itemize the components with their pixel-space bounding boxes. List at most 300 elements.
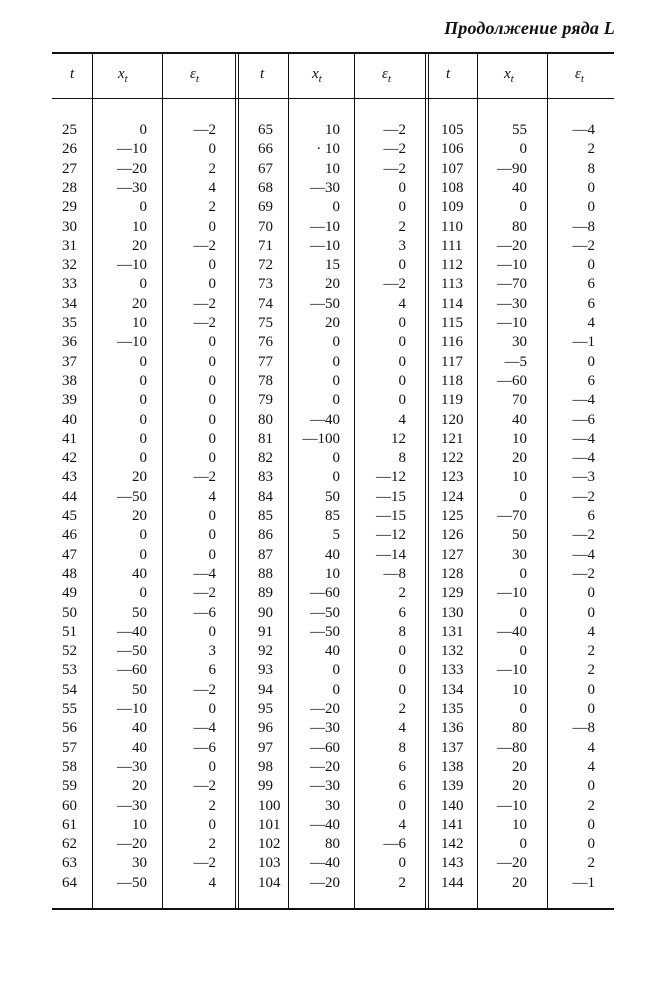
cell-t: 58: [62, 758, 77, 775]
cell-x: 50: [132, 604, 147, 621]
cell-x: —10: [497, 662, 527, 679]
header-t: t: [446, 66, 451, 82]
cell-epsilon: 0: [208, 430, 216, 447]
cell-x: —10: [497, 585, 527, 602]
cell-t: 32: [62, 257, 77, 274]
cell-x: 30: [132, 855, 147, 872]
cell-x: 0: [332, 392, 340, 409]
cell-t: 125: [441, 508, 464, 524]
cell-epsilon: 0: [208, 527, 216, 544]
cell-t: 61: [62, 816, 77, 833]
cell-x: —20: [497, 237, 527, 254]
cell-x: —40: [310, 816, 340, 833]
cell-epsilon: —1: [572, 874, 595, 891]
cell-x: 0: [519, 141, 527, 158]
cell-t: 95: [258, 701, 273, 717]
cell-t: 38: [62, 372, 77, 389]
cell-epsilon: 8: [398, 623, 406, 640]
cell-x: 10: [512, 469, 527, 486]
cell-epsilon: 0: [208, 218, 216, 235]
cell-x: —20: [497, 855, 527, 872]
header-rule: [52, 98, 614, 99]
cell-t: 140: [441, 797, 464, 814]
cell-epsilon: —2: [383, 141, 406, 158]
cell-t: 71: [258, 237, 273, 254]
cell-t: 88: [258, 565, 273, 582]
cell-t: 85: [258, 508, 273, 524]
cell-epsilon: 12: [391, 430, 406, 447]
cell-x: 0: [332, 334, 340, 351]
cell-t: 87: [258, 546, 273, 563]
column-divider: [235, 54, 239, 908]
cell-t: 53: [62, 662, 77, 679]
cell-epsilon: 3: [398, 237, 406, 254]
header-epsilon: $\varepsilon_t$: [382, 66, 391, 85]
cell-x: —70: [497, 508, 527, 524]
cell-epsilon: 2: [587, 662, 595, 679]
cell-epsilon: 2: [398, 874, 406, 891]
cell-x: 5: [332, 527, 340, 544]
cell-epsilon: 4: [208, 488, 216, 505]
cell-epsilon: 2: [587, 797, 595, 814]
cell-t: 134: [441, 681, 464, 698]
cell-epsilon: 2: [398, 218, 406, 235]
cell-epsilon: 0: [208, 392, 216, 409]
cell-x: —10: [497, 315, 527, 331]
cell-t: 112: [441, 257, 463, 274]
cell-t: 73: [258, 276, 273, 293]
cell-t: 57: [62, 739, 77, 756]
cell-x: —20: [117, 836, 147, 853]
cell-x: 20: [512, 874, 527, 891]
cell-x: —50: [117, 874, 147, 891]
cell-t: 80: [258, 411, 273, 428]
cell-x: —70: [497, 276, 527, 293]
cell-epsilon: 0: [398, 681, 406, 698]
column-divider: [162, 54, 163, 908]
cell-epsilon: 4: [208, 179, 216, 196]
cell-t: 108: [441, 179, 464, 196]
cell-t: 127: [441, 546, 464, 563]
cell-epsilon: —2: [193, 295, 216, 312]
top-rule: [52, 52, 614, 54]
cell-x: 40: [512, 411, 527, 428]
cell-t: 81: [258, 430, 273, 447]
cell-t: 25: [62, 122, 77, 138]
cell-x: 0: [139, 585, 147, 602]
cell-x: 0: [519, 701, 527, 717]
cell-x: —30: [117, 179, 147, 196]
cell-x: —50: [117, 643, 147, 660]
cell-t: 105: [441, 122, 464, 138]
cell-epsilon: —2: [383, 160, 406, 177]
cell-x: —10: [117, 701, 147, 717]
cell-epsilon: —2: [193, 315, 216, 331]
cell-epsilon: —8: [572, 218, 595, 235]
cell-x: —80: [497, 739, 527, 756]
cell-x: 10: [325, 122, 340, 138]
cell-epsilon: 6: [587, 372, 595, 389]
cell-x: 0: [519, 604, 527, 621]
cell-epsilon: 8: [398, 739, 406, 756]
cell-epsilon: —2: [193, 237, 216, 254]
cell-x: 20: [512, 758, 527, 775]
cell-x: 80: [512, 218, 527, 235]
column-divider: [354, 54, 355, 908]
cell-t: 72: [258, 257, 273, 274]
cell-t: 37: [62, 353, 77, 370]
cell-x: 40: [325, 643, 340, 660]
cell-epsilon: —15: [376, 488, 406, 505]
cell-t: 126: [441, 527, 464, 544]
cell-t: 98: [258, 758, 273, 775]
cell-t: 82: [258, 450, 273, 467]
cell-epsilon: —12: [376, 469, 406, 486]
cell-x: —30: [310, 778, 340, 795]
cell-x: 20: [132, 237, 147, 254]
cell-t: 26: [62, 141, 77, 158]
cell-epsilon: —6: [572, 411, 595, 428]
cell-t: 65: [258, 122, 273, 138]
cell-t: 86: [258, 527, 273, 544]
cell-epsilon: 2: [587, 855, 595, 872]
cell-x: —50: [310, 295, 340, 312]
cell-x: —20: [310, 758, 340, 775]
cell-x: 0: [332, 372, 340, 389]
cell-x: 0: [332, 353, 340, 370]
cell-x: 0: [332, 681, 340, 698]
cell-x: 20: [132, 295, 147, 312]
cell-x: 10: [132, 218, 147, 235]
cell-epsilon: 4: [587, 623, 595, 640]
cell-epsilon: —4: [572, 392, 595, 409]
cell-t: 29: [62, 199, 77, 216]
cell-x: 20: [325, 315, 340, 331]
cell-t: 144: [441, 874, 464, 891]
cell-t: 50: [62, 604, 77, 621]
cell-x: 10: [512, 430, 527, 447]
header-epsilon: $\varepsilon_t$: [575, 66, 584, 85]
cell-x: —20: [117, 160, 147, 177]
cell-t: 75: [258, 315, 273, 331]
cell-epsilon: 8: [398, 450, 406, 467]
cell-t: 64: [62, 874, 77, 891]
cell-x: —20: [310, 701, 340, 717]
cell-x: —60: [497, 372, 527, 389]
cell-epsilon: 0: [587, 778, 595, 795]
cell-x: 50: [325, 488, 340, 505]
cell-epsilon: —2: [572, 488, 595, 505]
cell-t: 122: [441, 450, 464, 467]
cell-x: 0: [139, 450, 147, 467]
cell-epsilon: 6: [398, 604, 406, 621]
cell-t: 66: [258, 141, 273, 158]
cell-epsilon: 0: [587, 701, 595, 717]
cell-t: 115: [441, 315, 463, 331]
cell-x: 0: [139, 372, 147, 389]
cell-t: 124: [441, 488, 464, 505]
cell-x: 0: [139, 430, 147, 447]
cell-x: —10: [497, 797, 527, 814]
cell-x: 0: [519, 643, 527, 660]
cell-epsilon: 8: [587, 160, 595, 177]
cell-x: 80: [325, 836, 340, 853]
cell-x: 20: [132, 778, 147, 795]
cell-x: —10: [497, 257, 527, 274]
cell-epsilon: 6: [398, 778, 406, 795]
cell-t: 110: [441, 218, 463, 235]
cell-t: 90: [258, 604, 273, 621]
cell-x: —90: [497, 160, 527, 177]
cell-x: —30: [117, 797, 147, 814]
cell-epsilon: —6: [383, 836, 406, 853]
cell-t: 28: [62, 179, 77, 196]
cell-t: 89: [258, 585, 273, 602]
cell-epsilon: 0: [398, 662, 406, 679]
cell-x: 55: [512, 122, 527, 138]
cell-epsilon: —2: [193, 681, 216, 698]
cell-t: 117: [441, 353, 463, 370]
cell-epsilon: 0: [398, 392, 406, 409]
cell-x: 0: [332, 450, 340, 467]
cell-epsilon: 2: [587, 643, 595, 660]
cell-x: —30: [310, 720, 340, 737]
cell-t: 45: [62, 508, 77, 524]
cell-t: 131: [441, 623, 464, 640]
cell-epsilon: —4: [193, 720, 216, 737]
cell-t: 94: [258, 681, 273, 698]
cell-t: 84: [258, 488, 273, 505]
header-epsilon: $\varepsilon_t$: [190, 66, 199, 85]
cell-epsilon: —4: [572, 546, 595, 563]
bottom-rule: [52, 908, 614, 910]
cell-t: 96: [258, 720, 273, 737]
cell-x: —30: [117, 758, 147, 775]
cell-epsilon: 0: [587, 681, 595, 698]
cell-epsilon: 2: [208, 160, 216, 177]
cell-epsilon: 6: [398, 758, 406, 775]
cell-epsilon: 4: [587, 315, 595, 331]
cell-t: 129: [441, 585, 464, 602]
cell-x: 0: [519, 199, 527, 216]
cell-epsilon: 0: [208, 508, 216, 524]
cell-t: 42: [62, 450, 77, 467]
cell-epsilon: 2: [208, 199, 216, 216]
cell-x: 40: [325, 546, 340, 563]
cell-epsilon: —2: [193, 585, 216, 602]
cell-t: 109: [441, 199, 464, 216]
cell-x: 20: [512, 778, 527, 795]
cell-epsilon: 0: [208, 546, 216, 563]
cell-x: —5: [504, 353, 527, 370]
cell-x: —60: [310, 739, 340, 756]
cell-t: 128: [441, 565, 464, 582]
cell-t: 138: [441, 758, 464, 775]
cell-epsilon: 0: [398, 855, 406, 872]
cell-t: 56: [62, 720, 77, 737]
column-divider: [92, 54, 93, 908]
cell-x: —10: [310, 218, 340, 235]
cell-epsilon: 0: [208, 411, 216, 428]
cell-x: —40: [117, 623, 147, 640]
cell-t: 40: [62, 411, 77, 428]
cell-x: —10: [117, 141, 147, 158]
cell-t: 99: [258, 778, 273, 795]
cell-epsilon: —6: [193, 739, 216, 756]
cell-t: 135: [441, 701, 464, 717]
cell-x: 40: [512, 179, 527, 196]
cell-epsilon: 0: [398, 372, 406, 389]
cell-epsilon: —4: [572, 122, 595, 138]
cell-epsilon: 0: [398, 643, 406, 660]
cell-t: 100: [258, 797, 281, 814]
cell-epsilon: 2: [208, 797, 216, 814]
cell-epsilon: —4: [193, 565, 216, 582]
cell-x: 0: [139, 546, 147, 563]
cell-epsilon: 0: [208, 758, 216, 775]
cell-t: 142: [441, 836, 464, 853]
cell-x: 10: [132, 315, 147, 331]
cell-x: 0: [519, 565, 527, 582]
cell-t: 31: [62, 237, 77, 254]
cell-x: —30: [310, 179, 340, 196]
cell-t: 104: [258, 874, 281, 891]
cell-epsilon: 0: [587, 816, 595, 833]
cell-epsilon: 0: [398, 315, 406, 331]
cell-x: 30: [512, 546, 527, 563]
cell-x: 40: [132, 720, 147, 737]
cell-epsilon: 0: [587, 199, 595, 216]
cell-x: —40: [310, 411, 340, 428]
cell-epsilon: —2: [572, 527, 595, 544]
cell-t: 51: [62, 623, 77, 640]
cell-t: 63: [62, 855, 77, 872]
cell-epsilon: 0: [587, 585, 595, 602]
cell-t: 44: [62, 488, 77, 505]
cell-epsilon: —2: [572, 237, 595, 254]
cell-t: 39: [62, 392, 77, 409]
cell-epsilon: 4: [398, 295, 406, 312]
cell-t: 101: [258, 816, 281, 833]
cell-t: 91: [258, 623, 273, 640]
cell-t: 27: [62, 160, 77, 177]
header-x: $x_t$: [504, 66, 514, 85]
cell-x: —30: [497, 295, 527, 312]
cell-epsilon: 0: [208, 276, 216, 293]
cell-t: 35: [62, 315, 77, 331]
cell-t: 93: [258, 662, 273, 679]
cell-epsilon: 4: [398, 720, 406, 737]
cell-x: —40: [310, 855, 340, 872]
cell-epsilon: —2: [193, 469, 216, 486]
caption: Продолжение ряда L: [444, 18, 615, 38]
cell-epsilon: 0: [208, 257, 216, 274]
cell-epsilon: 6: [587, 295, 595, 312]
header-t: t: [260, 66, 265, 82]
cell-t: 46: [62, 527, 77, 544]
cell-t: 143: [441, 855, 464, 872]
cell-epsilon: 0: [208, 450, 216, 467]
cell-epsilon: —2: [383, 122, 406, 138]
cell-x: —50: [117, 488, 147, 505]
cell-x: 20: [325, 276, 340, 293]
cell-epsilon: 0: [587, 257, 595, 274]
cell-epsilon: 0: [208, 701, 216, 717]
cell-x: 10: [132, 816, 147, 833]
cell-epsilon: —14: [376, 546, 406, 563]
cell-epsilon: —8: [383, 565, 406, 582]
cell-x: 10: [325, 565, 340, 582]
cell-epsilon: 4: [208, 874, 216, 891]
cell-t: 76: [258, 334, 273, 351]
cell-epsilon: 0: [587, 353, 595, 370]
cell-epsilon: 0: [398, 353, 406, 370]
cell-x: 0: [332, 469, 340, 486]
cell-epsilon: 0: [208, 353, 216, 370]
cell-x: 10: [325, 160, 340, 177]
cell-epsilon: —2: [383, 276, 406, 293]
cell-epsilon: 4: [587, 758, 595, 775]
cell-t: 92: [258, 643, 273, 660]
cell-x: —60: [117, 662, 147, 679]
cell-x: 0: [519, 836, 527, 853]
cell-x: 20: [132, 469, 147, 486]
cell-t: 47: [62, 546, 77, 563]
cell-epsilon: 0: [398, 199, 406, 216]
cell-epsilon: —8: [572, 720, 595, 737]
cell-x: 0: [139, 199, 147, 216]
cell-x: 0: [139, 353, 147, 370]
cell-t: 133: [441, 662, 464, 679]
cell-t: 119: [441, 392, 463, 409]
cell-x: —100: [302, 430, 340, 447]
cell-x: 0: [519, 488, 527, 505]
cell-epsilon: 6: [587, 508, 595, 524]
cell-epsilon: —2: [572, 565, 595, 582]
cell-t: 33: [62, 276, 77, 293]
cell-t: 114: [441, 295, 463, 312]
cell-t: 116: [441, 334, 463, 351]
cell-t: 123: [441, 469, 464, 486]
cell-x: 85: [325, 508, 340, 524]
cell-x: 40: [132, 565, 147, 582]
cell-t: 41: [62, 430, 77, 447]
cell-t: 130: [441, 604, 464, 621]
cell-x: 0: [332, 662, 340, 679]
cell-t: 107: [441, 160, 464, 177]
cell-x: 0: [139, 276, 147, 293]
column-divider: [425, 54, 429, 908]
cell-x: 0: [139, 411, 147, 428]
cell-x: 15: [325, 257, 340, 274]
cell-t: 60: [62, 797, 77, 814]
cell-x: —10: [117, 257, 147, 274]
cell-epsilon: —4: [572, 430, 595, 447]
column-divider: [477, 54, 478, 908]
cell-epsilon: 6: [587, 276, 595, 293]
cell-epsilon: 0: [398, 334, 406, 351]
cell-t: 78: [258, 372, 273, 389]
cell-x: 70: [512, 392, 527, 409]
cell-x: 0: [332, 199, 340, 216]
cell-x: —20: [310, 874, 340, 891]
cell-epsilon: —12: [376, 527, 406, 544]
cell-t: 141: [441, 816, 464, 833]
cell-t: 68: [258, 179, 273, 196]
cell-epsilon: 4: [398, 411, 406, 428]
cell-x: —50: [310, 623, 340, 640]
cell-x: 0: [139, 527, 147, 544]
